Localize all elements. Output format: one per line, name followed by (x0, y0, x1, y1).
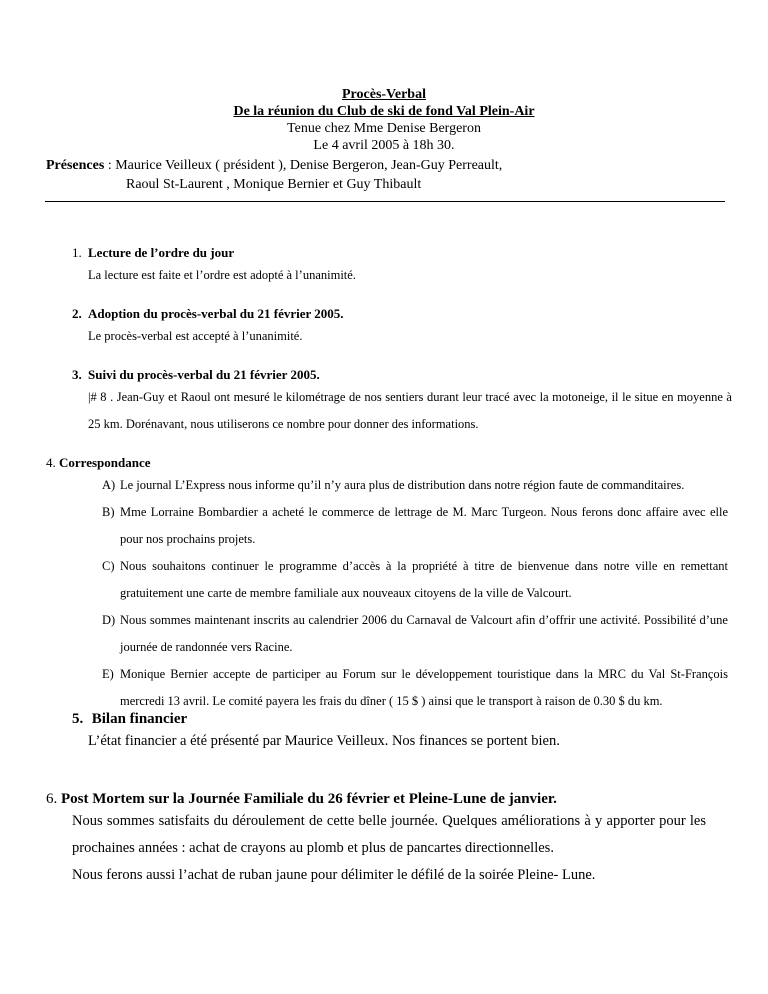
section-1-body: La lecture est faite et l’ordre est adopté à l’unanimité. (88, 268, 356, 282)
section-6-body-1: Nous sommes satisfaits du déroulement de cette belle journée. Quelques améliorations à y apporter pour les prochaines années : achat de crayons au plomb et plus de pancartes directionnelles. (72, 813, 706, 856)
list-item (102, 553, 728, 607)
item-text: Mme Lorraine Bombardier a acheté le commerce de lettrage de M. Marc Turgeon. Nous ferons donc affaire avec elle pour nos prochains projets. (120, 505, 728, 546)
section-6-title: Post Mortem sur la Journée Familiale du 26 février et Pleine-Lune de janvier. (61, 791, 557, 807)
doc-date: Le 4 avril 2005 à 18h 30. (313, 138, 455, 153)
item-label: E) (102, 667, 114, 681)
item-label: D) (102, 613, 116, 627)
list-item (102, 607, 728, 661)
section-2-title: Adoption du procès-verbal du 21 février 2005. (88, 306, 344, 321)
section-6-body-2: Nous ferons aussi l’achat de ruban jaune pour délimiter le défilé de la soirée Pleine- Lune. (72, 867, 596, 883)
list-item (102, 661, 728, 715)
section-5-num: 5. (72, 711, 84, 727)
item-text: Nous souhaitons continuer le programme d’accès à la propriété à titre de bienvenue dans notre ville en remettant gratuitement une carte de membre familiale aux nouveaux citoyens de la ville de Valcourt. (120, 559, 728, 600)
section-1-num: 1. (72, 245, 82, 260)
doc-subtitle: De la réunion du Club de ski de fond Val Plein-Air (233, 104, 535, 119)
section-4 (46, 454, 706, 472)
section-3 (72, 366, 732, 438)
section-2 (72, 305, 732, 350)
item-label: A) (102, 478, 116, 492)
item-text: Nous sommes maintenant inscrits au calendrier 2006 du Carnaval de Valcourt afin d’offrir une activité. Possibilité d’une journée de randonnée vers Racine. (120, 613, 728, 654)
section-1-title: Lecture de l’ordre du jour (88, 245, 235, 260)
section-2-num: 2. (72, 306, 82, 321)
section-3-title: Suivi du procès-verbal du 21 février 2005. (88, 367, 320, 382)
section-6-num: 6. (46, 791, 58, 807)
section-5-body: L’état financier a été présenté par Maurice Veilleux. Nos finances se portent bien. (88, 733, 560, 749)
section-1 (72, 244, 732, 289)
document-header (0, 86, 768, 154)
section-5-title: Bilan financier (91, 711, 188, 727)
presences-line2: Raoul St-Laurent , Monique Bernier et Guy Thibault (126, 177, 422, 192)
section-5 (72, 710, 732, 755)
item-text: Le journal L’Express nous informe qu’il n’y aura plus de distribution dans notre région faute de commanditaires. (120, 478, 685, 492)
item-text: Monique Bernier accepte de participer au Forum sur le développement touristique dans la MRC du Val St-François mercredi 13 avril. Le comité payera les frais du dîner ( 15 $ ) ainsi que le transport à raison de 0.30 $ du km. (120, 667, 728, 708)
section-4-num: 4. (46, 455, 56, 470)
section-3-body: |# 8 . Jean-Guy et Raoul ont mesuré le kilométrage de nos sentiers durant leur tracé avec la motoneige, il le situe en moyenne à 25 km. Dorénavant, nous utiliserons ce nombre pour donner des informations. (88, 390, 732, 431)
list-item (102, 499, 728, 553)
separator-line (45, 201, 725, 202)
list-item (102, 472, 728, 499)
section-3-num: 3. (72, 367, 82, 382)
doc-location: Tenue chez Mme Denise Bergeron (287, 121, 481, 136)
presences (46, 156, 502, 194)
item-label: C) (102, 559, 115, 573)
section-2-body: Le procès-verbal est accepté à l’unanimité. (88, 329, 303, 343)
presences-line1: : Maurice Veilleux ( président ), Denise Bergeron, Jean-Guy Perreault, (104, 158, 503, 173)
section-4-title: Correspondance (59, 455, 151, 470)
correspondance-list (102, 472, 728, 715)
section-6 (46, 790, 706, 889)
item-label: B) (102, 505, 115, 519)
doc-title: Procès-Verbal (342, 87, 426, 102)
presences-label: Présences (46, 158, 105, 173)
